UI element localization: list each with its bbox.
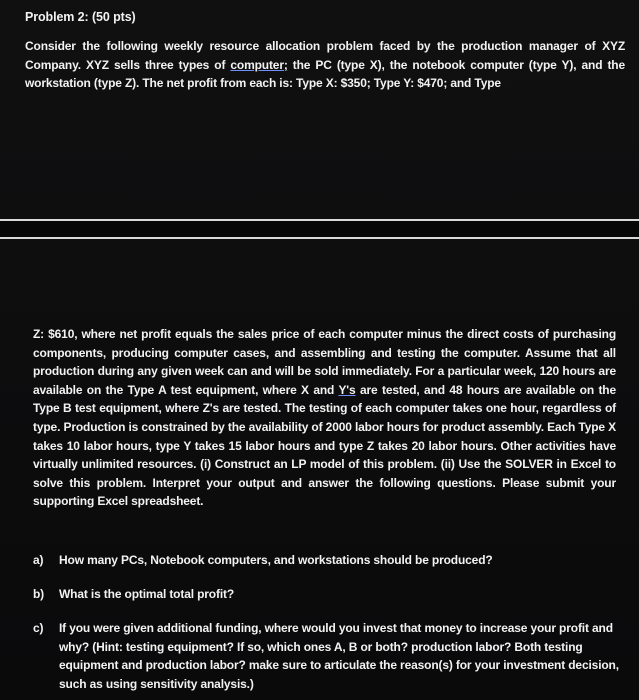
problem-intro-paragraph: [25, 37, 625, 93]
question-item: [33, 551, 623, 570]
continuation-underlined-word: Y's: [338, 382, 356, 397]
problem-continuation-paragraph: [33, 325, 616, 511]
question-letter: a): [33, 553, 44, 567]
question-text: How many PCs, Notebook computers, and workstations should be produced?: [59, 553, 493, 567]
problem-continuation-block: [33, 325, 616, 511]
page-gap: [0, 221, 639, 237]
question-text: What is the optimal total profit?: [59, 587, 235, 601]
intro-text-part1: Consider the following weekly resource allocation problem faced by the production manager of XYZ Company. XYZ sells three types of: [25, 39, 625, 72]
question-item: [33, 585, 623, 604]
question-text: If you were given additional funding, where would you invest that money to increase your profit and why? (Hint: testing equipment? If so, which ones A, B or both? production labor? Both testing equipment and production labor? make sure to articulate the reason(s) for your investment decision, such as using sensitivity analysis.): [59, 621, 619, 691]
continuation-text-part1: Z: $610, where net profit equals the sales price of each computer minus the direct costs of purchasing components, producing computer cases, and assembling and testing the computer. Assume that all production during any given week can and will be sold immediately. For a particular week, 120 hours are available on the Type A test equipment, where X and: [33, 327, 616, 397]
continuation-text-part2: are tested, and 48 hours are available on the Type B test equipment, where Z's are tested. The testing of each computer takes one hour, regardless of type. Production is constrained by the availability of 2000 labor hours for product assembly. Each Type X takes 10 labor hours, type Y takes 15 labor hours and type Z takes 20 labor hours. Other activities have virtually unlimited resources. (i) Construct an LP model of this problem. (ii) Use the SOLVER in Excel to solve this problem. Interpret your output and answer the following questions. Please submit your supporting Excel spreadsheet.: [33, 382, 616, 509]
problem-intro-block: [25, 8, 625, 93]
intro-underlined-word: computer;: [230, 57, 288, 72]
problem-title: Problem 2: (50 pts): [25, 10, 136, 24]
question-letter: b): [33, 587, 45, 601]
question-item: [33, 619, 623, 693]
question-letter: c): [33, 621, 44, 635]
page-divider-bottom: [0, 237, 639, 239]
intro-text-part2: the PC (type X), the notebook computer (type Y), and the workstation (type Z). The net profit from each is: Type X: $350; Type Y: $470; and Type: [25, 57, 625, 91]
